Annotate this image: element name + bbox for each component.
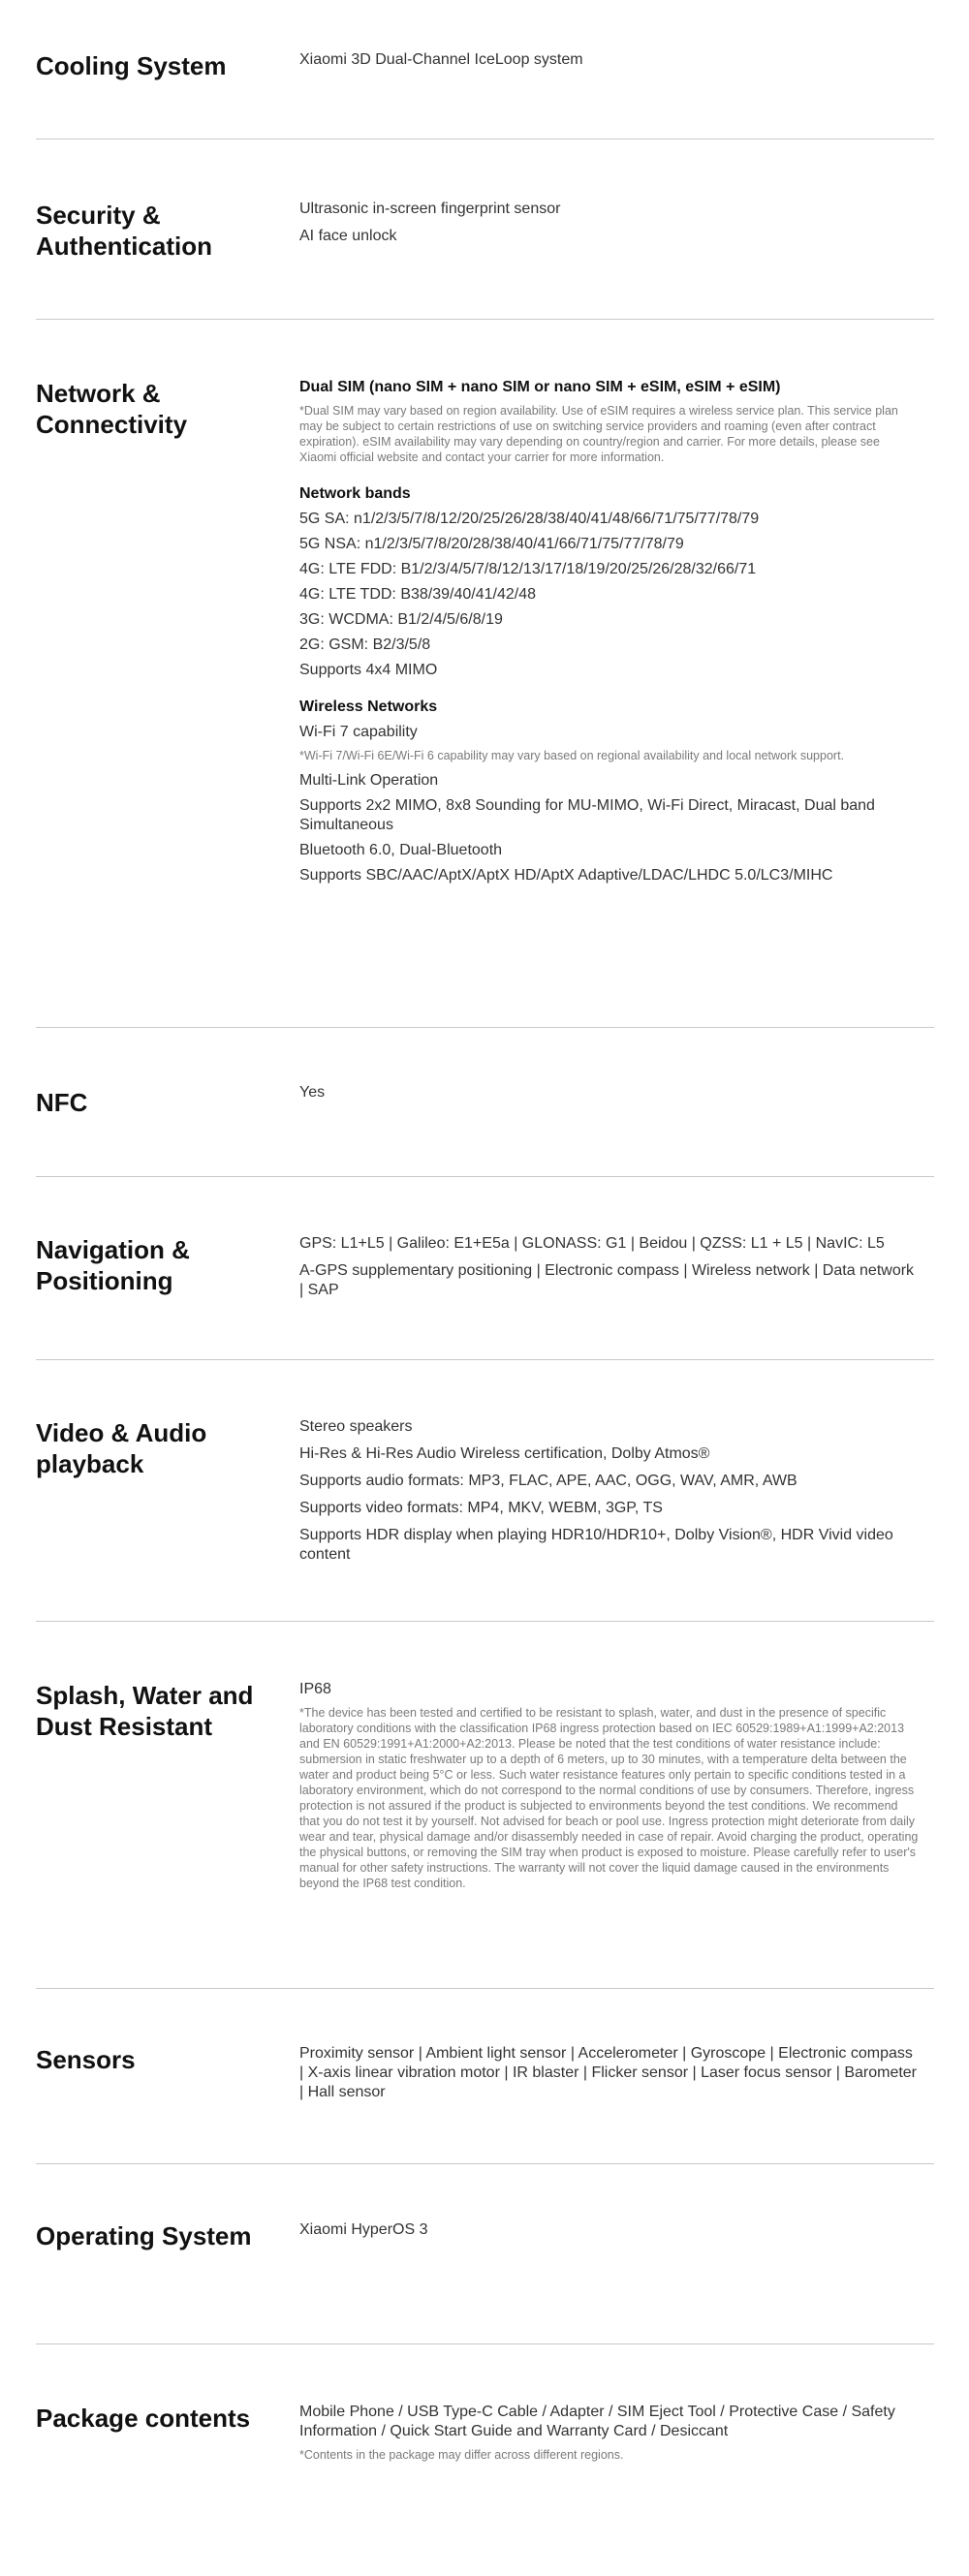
wireless-item: Supports 2x2 MIMO, 8x8 Sounding for MU-MIMO, Wi-Fi Direct, Miracast, Dual band Simultaneous — [299, 797, 875, 833]
spec-body — [299, 2220, 920, 2248]
spec-body — [299, 50, 920, 78]
wifi-capability: Wi-Fi 7 capability — [299, 724, 418, 740]
spec-title: Package contents — [36, 2404, 251, 2433]
spec-title: Network & Connectivity — [36, 379, 188, 439]
spec-title: Sensors — [36, 2045, 136, 2074]
spec-title: Security & Authentication — [36, 201, 212, 261]
band-item: Supports 4x4 MIMO — [299, 662, 438, 678]
spec-value: AI face unlock — [299, 228, 397, 244]
spec-value: Mobile Phone / USB Type-C Cable / Adapter / SIM Eject Tool / Protective Case / Safety Information / Quick Start Guide and Warranty Card / Desiccant — [299, 2404, 895, 2439]
spec-body — [299, 2044, 920, 2110]
spec-value: Xiaomi HyperOS 3 — [299, 2221, 428, 2238]
spec-value: Stereo speakers — [299, 1418, 413, 1435]
ip-rating: IP68 — [299, 1681, 331, 1697]
spec-value: Yes — [299, 1084, 326, 1101]
band-item: 5G SA: n1/2/3/5/7/8/12/20/25/26/28/38/40/41/48/66/71/75/77/78/79 — [299, 511, 760, 527]
spec-value: Ultrasonic in-screen fingerprint sensor — [299, 201, 561, 217]
section-divider — [36, 139, 934, 140]
spec-title: Video & Audio playback — [36, 1418, 207, 1478]
spec-body — [299, 1234, 920, 1308]
spec-value: Supports audio formats: MP3, FLAC, APE, AAC, OGG, WAV, AMR, AWB — [299, 1473, 797, 1489]
spec-body — [299, 1417, 920, 1572]
spec-value: A-GPS supplementary positioning | Electronic compass | Wireless network | Data network | SAP — [299, 1262, 915, 1298]
ip-rating-note: *The device has been tested and certified to be resistant to splash, water, and dust in the presence of specific laboratory conditions with the classification IP68 ingress protection based on IEC 60529:1989+A1:1999+A2:2013 and EN 60529:1991+A1:2000+A2:2013. Please be noted that the test conditions of water resistance include: submersion in static freshwater up to a depth of 6 meters, up to 30 minutes, with a temperature delta between the water and product being 5°C or less. Such water resistance features only pertain to specific conditions tested in a laboratory environment, which do not correspond to the normal conditions of use by consumers. Therefore, ingress protection is not assured if the product is subjected to environments beyond the test conditions. We recommend that you do not test it by yourself. Not advised for beach or pool use. Ingress protection might deteriorate from daily wear and tear, physical damage and/or disassembly needed in case of repair. Avoid charging the product, operating the physical buttons, or removing the SIM tray when product is exposed to moisture. Please carefully refer to user's manual for other safety instructions. The warranty will not cover the liquid damage caused in the environments beyond the IP68 test condition. — [299, 1706, 919, 1890]
section-divider — [36, 1176, 934, 1177]
section-divider — [36, 2343, 934, 2344]
wireless-item: Bluetooth 6.0, Dual-Bluetooth — [299, 842, 503, 858]
band-item: 2G: GSM: B2/3/5/8 — [299, 636, 431, 653]
wireless-item: Supports SBC/AAC/AptX/AptX HD/AptX Adaptive/LDAC/LHDC 5.0/LC3/MIHC — [299, 867, 833, 884]
wifi-note: *Wi-Fi 7/Wi-Fi 6E/Wi-Fi 6 capability may vary based on regional availability and local network support. — [299, 749, 845, 762]
band-item: 5G NSA: n1/2/3/5/7/8/20/28/38/40/41/66/71/75/77/78/79 — [299, 536, 684, 552]
spec-value: GPS: L1+L5 | Galileo: E1+E5a | GLONASS: G1 | Beidou | QZSS: L1 + L5 | NavIC: L5 — [299, 1235, 885, 1252]
spec-title: Navigation & Positioning — [36, 1235, 190, 1295]
section-divider — [36, 1621, 934, 1622]
spec-body — [299, 1083, 920, 1110]
section-divider — [36, 1988, 934, 1989]
package-note: *Contents in the package may differ across different regions. — [299, 2448, 624, 2462]
band-item: 4G: LTE TDD: B38/39/40/41/42/48 — [299, 586, 536, 603]
band-item: 3G: WCDMA: B1/2/4/5/6/8/19 — [299, 611, 503, 628]
spec-body — [299, 378, 920, 891]
spec-value: Hi-Res & Hi-Res Audio Wireless certification, Dolby Atmos® — [299, 1445, 710, 1462]
spec-body — [299, 2403, 920, 2470]
spec-body — [299, 200, 920, 254]
spec-value: Supports video formats: MP4, MKV, WEBM, 3GP, TS — [299, 1500, 663, 1516]
dual-sim-note: *Dual SIM may vary based on region availability. Use of eSIM requires a wireless service plan. This service plan may be subject to certain restrictions of use on switching service providers and roaming (even after contract expiration). eSIM availability may vary depending on country/region and carrier. For more details, please see Xiaomi official website and contact your carrier for more information. — [299, 404, 898, 464]
band-item: 4G: LTE FDD: B1/2/3/4/5/7/8/12/13/17/18/19/20/25/26/28/32/66/71 — [299, 561, 757, 577]
spec-value: Supports HDR display when playing HDR10/HDR10+, Dolby Vision®, HDR Vivid video content — [299, 1527, 893, 1563]
spec-title: Splash, Water and Dust Resistant — [36, 1681, 254, 1741]
network-bands-heading: Network bands — [299, 485, 411, 502]
spec-title: Operating System — [36, 2221, 252, 2250]
spec-title: NFC — [36, 1088, 88, 1117]
spec-body — [299, 1680, 920, 1899]
section-divider — [36, 1359, 934, 1360]
spec-value: Proximity sensor | Ambient light sensor | Accelerometer | Gyroscope | Electronic compass | X-axis linear vibration motor | IR blaster | Flicker sensor | Laser focus sensor | Barometer | Hall sensor — [299, 2045, 918, 2100]
section-divider — [36, 319, 934, 320]
spec-value: Xiaomi 3D Dual-Channel IceLoop system — [299, 51, 583, 68]
wireless-networks-heading: Wireless Networks — [299, 698, 438, 715]
section-divider — [36, 2163, 934, 2164]
dual-sim-heading: Dual SIM (nano SIM + nano SIM or nano SIM + eSIM, eSIM + eSIM) — [299, 379, 781, 395]
spec-title: Cooling System — [36, 51, 227, 80]
section-divider — [36, 1027, 934, 1028]
wireless-item: Multi-Link Operation — [299, 772, 439, 789]
